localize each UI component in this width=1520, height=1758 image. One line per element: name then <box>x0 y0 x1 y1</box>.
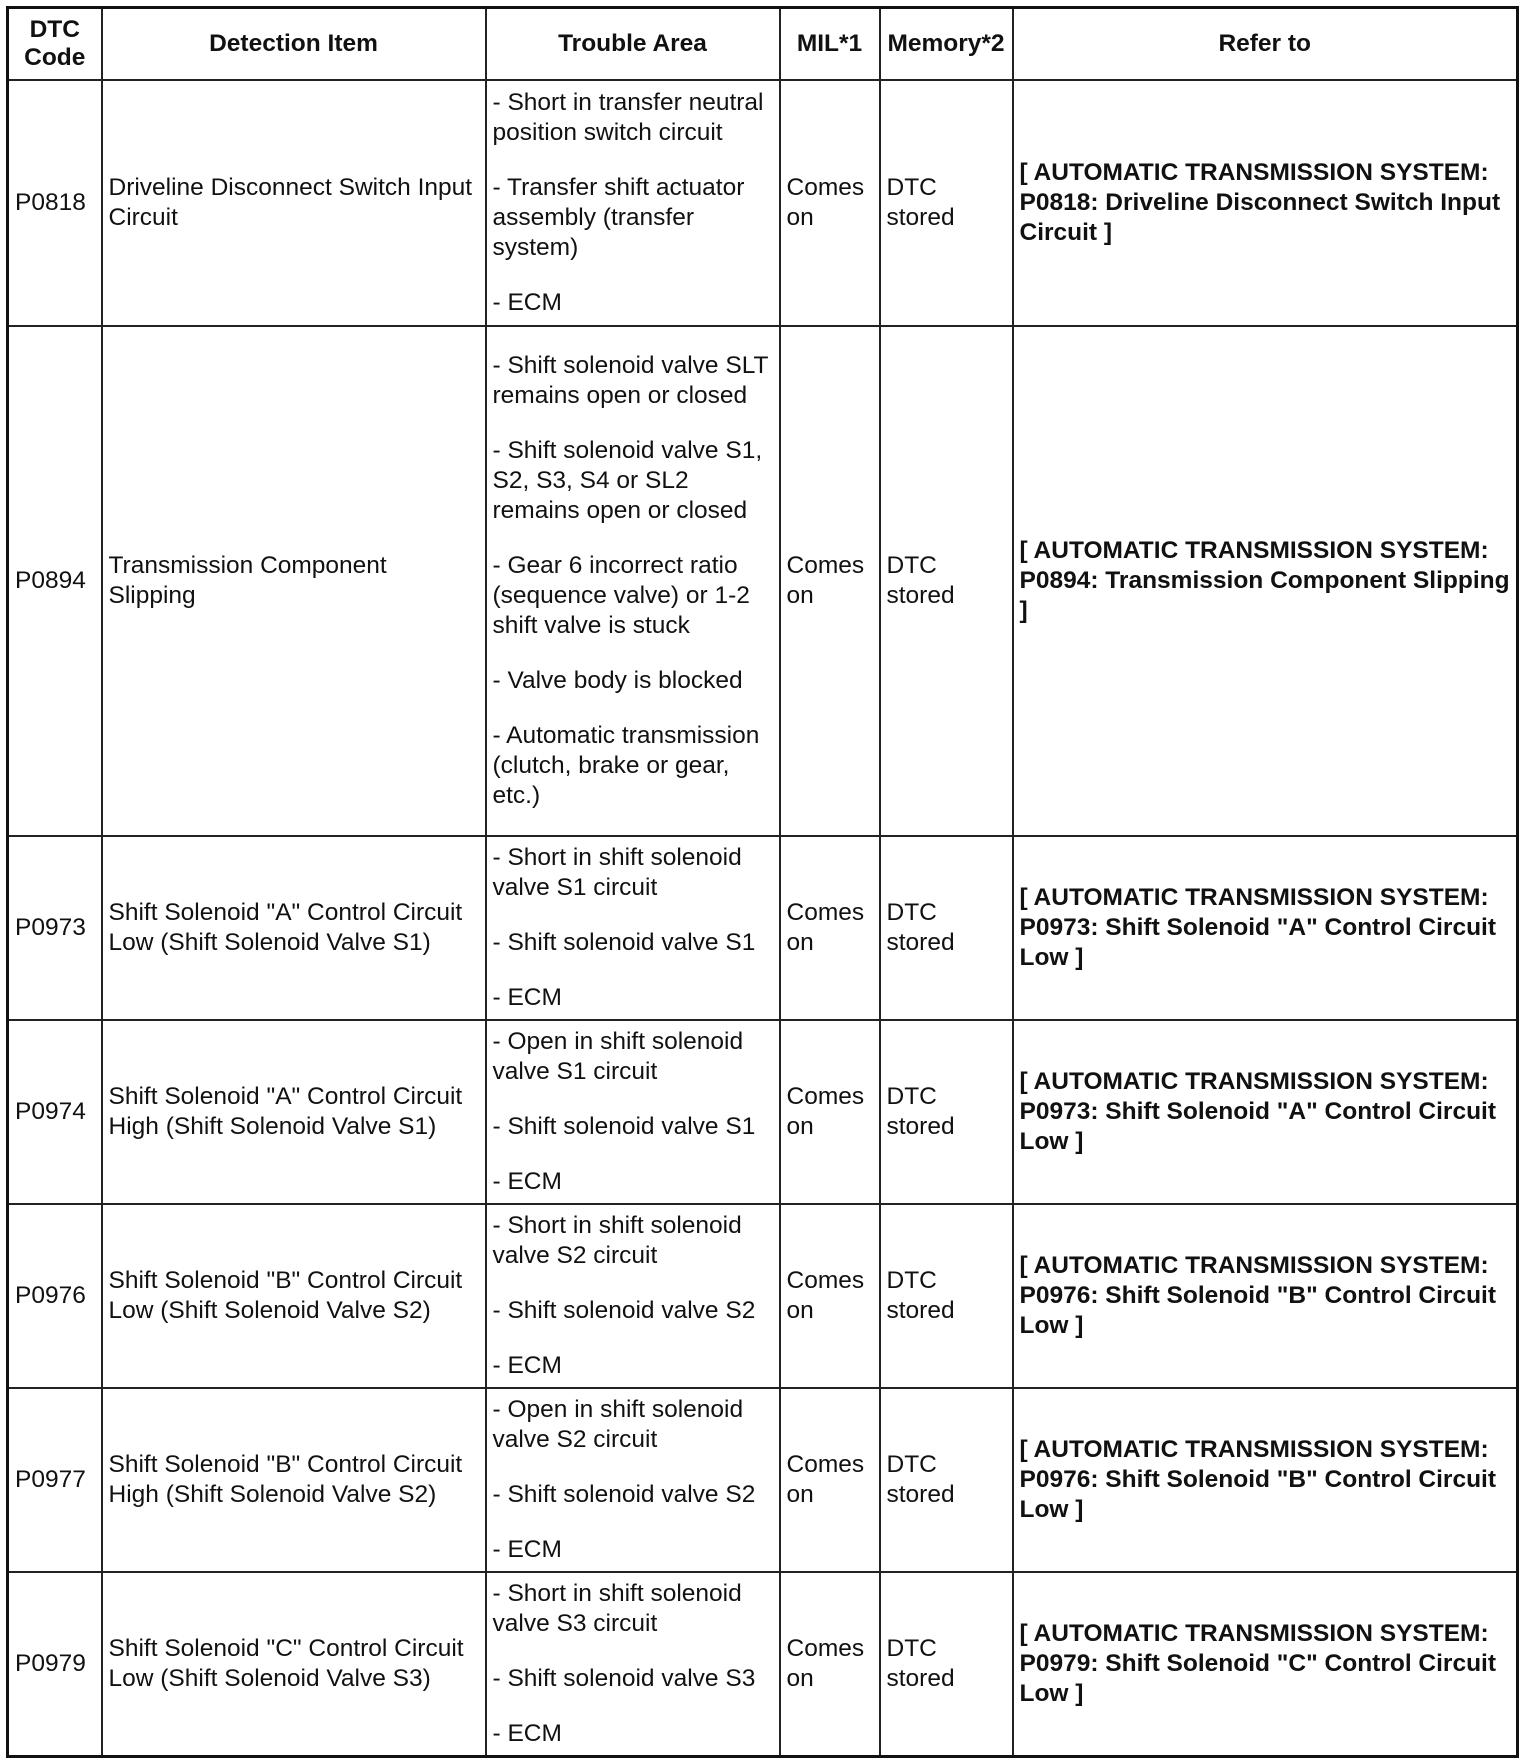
mil-cell: Comes on <box>780 1204 880 1388</box>
dtc-code-cell: P0979 <box>8 1572 102 1757</box>
mil-cell: Comes on <box>780 1572 880 1757</box>
trouble-item: - ECM <box>492 289 562 316</box>
trouble-area-cell <box>486 80 780 326</box>
trouble-item: - Shift solenoid valve S2 <box>492 1481 756 1508</box>
refer-to-cell: [ AUTOMATIC TRANSMISSION SYSTEM: P0818: Driveline Disconnect Switch Input Circuit ] <box>1013 80 1518 326</box>
refer-to-cell: [ AUTOMATIC TRANSMISSION SYSTEM: P0976: Shift Solenoid "B" Control Circuit Low ] <box>1013 1204 1518 1388</box>
trouble-item: - Shift solenoid valve S2 <box>492 1297 756 1324</box>
trouble-item: - ECM <box>492 984 562 1011</box>
dtc-code-cell: P0973 <box>8 836 102 1020</box>
detection-item-cell: Shift Solenoid "B" Control Circuit Low (Shift Solenoid Valve S2) <box>102 1204 486 1388</box>
table-row <box>8 1572 1518 1757</box>
trouble-item: - Shift solenoid valve S1 <box>492 929 756 956</box>
trouble-area-cell <box>486 326 780 836</box>
table-row <box>8 836 1518 1020</box>
detection-item-cell: Driveline Disconnect Switch Input Circuit <box>102 80 486 326</box>
detection-item-cell: Shift Solenoid "A" Control Circuit High (Shift Solenoid Valve S1) <box>102 1020 486 1204</box>
header-row <box>8 8 1518 81</box>
trouble-item: - Shift solenoid valve S1, S2, S3, S4 or SL2 remains open or closed <box>492 437 763 524</box>
trouble-item: - ECM <box>492 1352 562 1379</box>
table-row <box>8 1020 1518 1204</box>
detection-item-cell: Shift Solenoid "A" Control Circuit Low (Shift Solenoid Valve S1) <box>102 836 486 1020</box>
trouble-area-cell <box>486 836 780 1020</box>
mil-cell: Comes on <box>780 1388 880 1572</box>
trouble-item: - Shift solenoid valve SLT remains open or closed <box>492 352 769 409</box>
header-detection-item: Detection Item <box>102 8 486 81</box>
memory-cell: DTC stored <box>880 1020 1013 1204</box>
refer-to-cell: [ AUTOMATIC TRANSMISSION SYSTEM: P0894: Transmission Component Slipping ] <box>1013 326 1518 836</box>
dtc-code-cell: P0976 <box>8 1204 102 1388</box>
refer-to-cell: [ AUTOMATIC TRANSMISSION SYSTEM: P0979: Shift Solenoid "C" Control Circuit Low ] <box>1013 1572 1518 1757</box>
dtc-code-cell: P0977 <box>8 1388 102 1572</box>
table-row <box>8 1204 1518 1388</box>
memory-cell: DTC stored <box>880 836 1013 1020</box>
trouble-item: - Gear 6 incorrect ratio (sequence valve) or 1-2 shift valve is stuck <box>492 552 750 639</box>
mil-cell: Comes on <box>780 80 880 326</box>
trouble-area-cell <box>486 1204 780 1388</box>
table-row <box>8 326 1518 836</box>
trouble-item: - Shift solenoid valve S1 <box>492 1113 756 1140</box>
trouble-item: - ECM <box>492 1168 562 1195</box>
table-row <box>8 80 1518 326</box>
trouble-area-cell <box>486 1020 780 1204</box>
mil-cell: Comes on <box>780 836 880 1020</box>
trouble-area-cell <box>486 1572 780 1757</box>
dtc-table-container <box>6 6 1519 1758</box>
trouble-item: - Short in shift solenoid valve S2 circuit <box>492 1212 742 1269</box>
header-dtc-code: DTC Code <box>8 8 102 81</box>
detection-item-cell: Shift Solenoid "C" Control Circuit Low (Shift Solenoid Valve S3) <box>102 1572 486 1757</box>
trouble-item: - ECM <box>492 1720 562 1747</box>
refer-to-cell: [ AUTOMATIC TRANSMISSION SYSTEM: P0973: Shift Solenoid "A" Control Circuit Low ] <box>1013 1020 1518 1204</box>
trouble-area-cell <box>486 1388 780 1572</box>
trouble-item: - Automatic transmission (clutch, brake or gear, etc.) <box>492 722 760 809</box>
mil-cell: Comes on <box>780 326 880 836</box>
mil-cell: Comes on <box>780 1020 880 1204</box>
trouble-item: - Open in shift solenoid valve S2 circuit <box>492 1396 744 1453</box>
dtc-code-cell: P0818 <box>8 80 102 326</box>
memory-cell: DTC stored <box>880 1204 1013 1388</box>
dtc-code-cell: P0894 <box>8 326 102 836</box>
memory-cell: DTC stored <box>880 1388 1013 1572</box>
trouble-item: - Valve body is blocked <box>492 667 743 694</box>
dtc-code-cell: P0974 <box>8 1020 102 1204</box>
table-row <box>8 1388 1518 1572</box>
header-mil: MIL*1 <box>780 8 880 81</box>
memory-cell: DTC stored <box>880 1572 1013 1757</box>
trouble-item: - Short in shift solenoid valve S1 circuit <box>492 844 742 901</box>
memory-cell: DTC stored <box>880 80 1013 326</box>
header-trouble-area: Trouble Area <box>486 8 780 81</box>
trouble-item: - Transfer shift actuator assembly (transfer system) <box>492 174 745 261</box>
refer-to-cell: [ AUTOMATIC TRANSMISSION SYSTEM: P0976: Shift Solenoid "B" Control Circuit Low ] <box>1013 1388 1518 1572</box>
trouble-item: - Short in shift solenoid valve S3 circuit <box>492 1580 742 1637</box>
header-memory: Memory*2 <box>880 8 1013 81</box>
detection-item-cell: Transmission Component Slipping <box>102 326 486 836</box>
detection-item-cell: Shift Solenoid "B" Control Circuit High (Shift Solenoid Valve S2) <box>102 1388 486 1572</box>
dtc-table <box>6 6 1519 1758</box>
trouble-item: - Short in transfer neutral position switch circuit <box>492 89 764 146</box>
trouble-item: - Open in shift solenoid valve S1 circuit <box>492 1028 744 1085</box>
memory-cell: DTC stored <box>880 326 1013 836</box>
header-refer-to: Refer to <box>1013 8 1518 81</box>
refer-to-cell: [ AUTOMATIC TRANSMISSION SYSTEM: P0973: Shift Solenoid "A" Control Circuit Low ] <box>1013 836 1518 1020</box>
trouble-item: - Shift solenoid valve S3 <box>492 1665 756 1692</box>
trouble-item: - ECM <box>492 1536 562 1563</box>
